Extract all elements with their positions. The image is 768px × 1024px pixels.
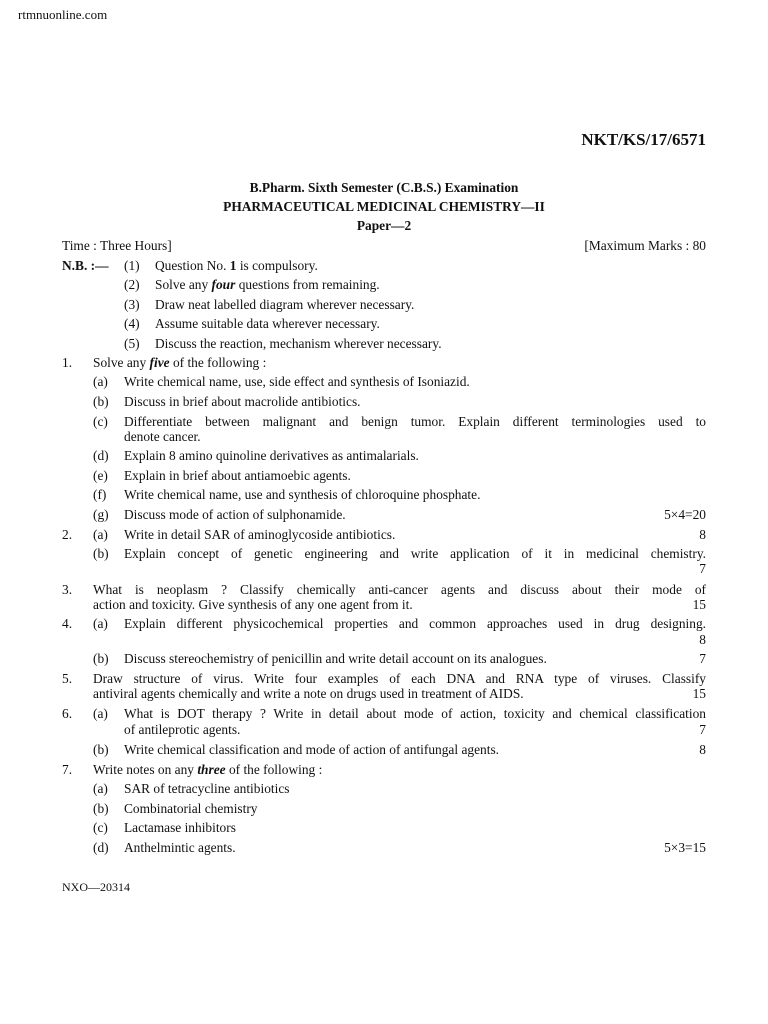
marks: 5×3=15 <box>664 840 706 855</box>
nb-label: N.B. :— <box>62 258 109 273</box>
question-text-continued <box>0 686 768 702</box>
nb-number: (3) <box>124 297 140 312</box>
marks-line <box>0 632 768 648</box>
part-text: Explain in brief about antiamoebic agents. <box>124 468 351 483</box>
part-text: Explain 8 amino quinoline derivatives as antimalarials. <box>124 448 419 463</box>
nb-number: (1) <box>124 258 140 273</box>
part-label: (b) <box>93 394 109 409</box>
question-part <box>0 801 768 817</box>
marks: 8 <box>699 742 706 757</box>
nb-number: (4) <box>124 316 140 331</box>
part-label: (d) <box>93 840 109 855</box>
part-text: Write chemical name, use, side effect and synthesis of Isoniazid. <box>124 374 470 389</box>
part-text: Write chemical classification and mode of action of antifungal agents. <box>124 742 500 757</box>
paper-number: Paper—2 <box>356 218 412 233</box>
max-marks-label: [Maximum Marks : 80 <box>584 238 706 253</box>
nb-text: Solve any four questions from remaining. <box>155 277 380 292</box>
question-part <box>0 820 768 836</box>
question-part <box>0 546 768 562</box>
question-part <box>0 468 768 484</box>
part-text: Lactamase inhibitors <box>124 820 236 835</box>
exam-title: B.Pharm. Sixth Semester (C.B.S.) Examination <box>249 180 519 195</box>
nb-item <box>0 297 768 313</box>
question-part-continued <box>0 722 768 738</box>
question-part <box>0 414 768 430</box>
question-text: What is neoplasm ? Classify chemically anti-cancer agents and discuss about their mode of <box>93 582 706 597</box>
question-part <box>0 651 768 667</box>
question-5 <box>0 671 768 687</box>
nb-number: (5) <box>124 336 140 351</box>
question-text: antiviral agents chemically and write a note on drugs used in treatment of AIDS. <box>93 686 524 701</box>
question-4 <box>0 616 768 632</box>
part-label: (c) <box>93 414 108 429</box>
question-part <box>0 374 768 390</box>
question-part <box>0 448 768 464</box>
question-text: Draw structure of virus. Write four examples of each DNA and RNA type of viruses. Classify <box>93 671 706 686</box>
question-number: 2. <box>62 527 73 542</box>
question-part <box>0 487 768 503</box>
part-label: (a) <box>93 374 108 389</box>
question-part <box>0 781 768 797</box>
footer-code: NXO—20314 <box>62 880 130 894</box>
part-text: Explain concept of genetic engineering and write application of it in medicinal chemistry. <box>124 546 706 561</box>
part-text: Discuss mode of action of sulphonamide. <box>124 507 346 522</box>
question-7 <box>0 762 768 778</box>
site-watermark: rtmnuonline.com <box>18 7 108 22</box>
nb-text: Assume suitable data wherever necessary. <box>155 316 380 331</box>
nb-number: (2) <box>124 277 140 292</box>
question-3 <box>0 582 768 598</box>
marks: 8 <box>699 632 706 647</box>
question-number: 1. <box>62 355 73 370</box>
part-label: (f) <box>93 487 107 502</box>
part-label: (a) <box>93 527 108 542</box>
part-label: (e) <box>93 468 108 483</box>
part-label: (g) <box>93 507 109 522</box>
marks: 7 <box>699 722 706 737</box>
question-number: 7. <box>62 762 73 777</box>
marks: 7 <box>699 651 706 666</box>
part-text: Write chemical name, use and synthesis of chloroquine phosphate. <box>124 487 481 502</box>
part-text: What is DOT therapy ? Write in detail about mode of action, toxicity and chemical classification <box>124 706 706 721</box>
time-label: Time : Three Hours] <box>62 238 172 253</box>
part-text: Combinatorial chemistry <box>124 801 258 816</box>
question-number: 5. <box>62 671 73 686</box>
question-6 <box>0 706 768 722</box>
subject-title: PHARMACEUTICAL MEDICINAL CHEMISTRY—II <box>223 199 545 214</box>
question-number: 4. <box>62 616 73 631</box>
part-text: Differentiate between malignant and benign tumor. Explain different terminologies used to <box>124 414 706 429</box>
nb-text: Draw neat labelled diagram wherever necessary. <box>155 297 415 312</box>
question-2 <box>0 527 768 543</box>
part-text: Discuss in brief about macrolide antibiotics. <box>124 394 361 409</box>
nb-item <box>0 277 768 293</box>
part-label: (c) <box>93 820 108 835</box>
part-label: (a) <box>93 616 108 631</box>
marks: 8 <box>699 527 706 542</box>
question-part <box>0 742 768 758</box>
part-text: Write in detail SAR of aminoglycoside antibiotics. <box>124 527 396 542</box>
nb-item <box>0 336 768 352</box>
question-number: 6. <box>62 706 73 721</box>
nb-item <box>0 258 768 274</box>
part-label: (d) <box>93 448 109 463</box>
part-label: (b) <box>93 546 109 561</box>
question-part <box>0 840 768 856</box>
question-part-continued <box>0 429 768 445</box>
part-text: SAR of tetracycline antibiotics <box>124 781 290 796</box>
nb-text: Discuss the reaction, mechanism wherever necessary. <box>155 336 442 351</box>
marks-line <box>0 561 768 577</box>
part-label: (b) <box>93 742 109 757</box>
marks: 15 <box>692 597 706 612</box>
question-1 <box>0 355 768 371</box>
question-part <box>0 507 768 523</box>
question-number: 3. <box>62 582 73 597</box>
part-label: (a) <box>93 781 108 796</box>
part-label: (b) <box>93 651 109 666</box>
time-marks-line <box>0 238 768 254</box>
part-label: (b) <box>93 801 109 816</box>
part-text: of antileprotic agents. <box>124 722 241 737</box>
paper-code: NKT/KS/17/6571 <box>581 130 706 149</box>
question-part <box>0 394 768 410</box>
question-text: Solve any five of the following : <box>93 355 267 370</box>
part-text: Discuss stereochemistry of penicillin and write detail account on its analogues. <box>124 651 547 666</box>
nb-text: Question No. 1 is compulsory. <box>155 258 318 273</box>
marks: 15 <box>692 686 706 701</box>
question-text: action and toxicity. Give synthesis of any one agent from it. <box>93 597 413 612</box>
part-label: (a) <box>93 706 108 721</box>
question-text: Write notes on any three of the following : <box>93 762 323 777</box>
marks: 5×4=20 <box>664 507 706 522</box>
marks: 7 <box>699 561 706 576</box>
part-text: Anthelmintic agents. <box>124 840 236 855</box>
question-text-continued <box>0 597 768 613</box>
part-text: Explain different physicochemical properties and common approaches used in drug designing. <box>124 616 706 631</box>
part-text: denote cancer. <box>124 429 201 444</box>
nb-item <box>0 316 768 332</box>
